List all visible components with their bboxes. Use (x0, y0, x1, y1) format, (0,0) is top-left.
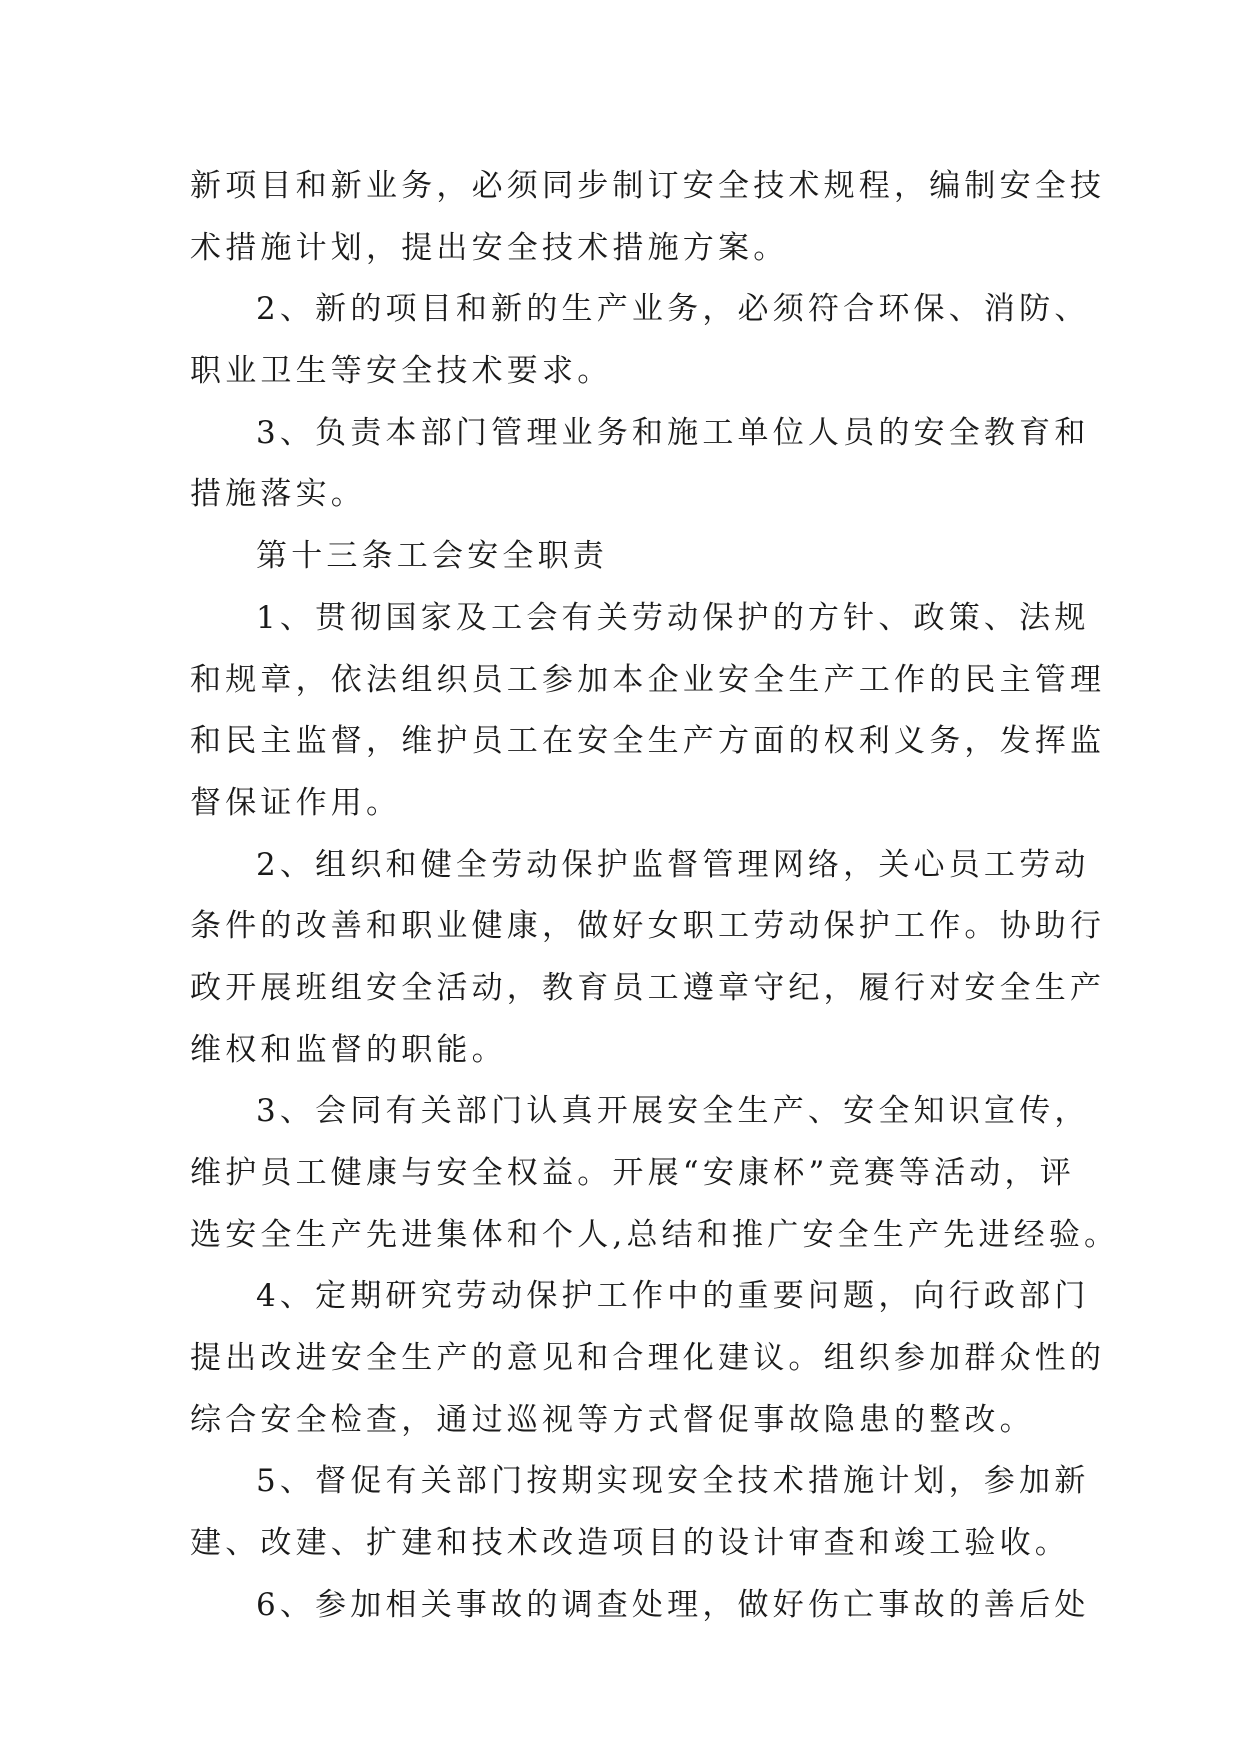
paragraph-first-line: 3、会同有关部门认真开展安全生产、安全知识宣传， (256, 1093, 1090, 1130)
paragraph-line: 提出改进安全生产的意见和合理化建议。组织参加群众性的 (190, 1340, 1106, 1377)
paragraph-line: 新项目和新业务，必须同步制订安全技术规程，编制安全技 (190, 168, 1106, 204)
paragraph-line: 维权和监督的职能。 (190, 1031, 507, 1068)
document-body (190, 156, 1120, 1637)
paragraph-first-line: 1、贯彻国家及工会有关劳动保护的方针、政策、法规 (256, 599, 1090, 636)
paragraph-line: 职业卫生等安全技术要求。 (190, 353, 613, 390)
paragraph-line: 和规章，依法组织员工参加本企业安全生产工作的民主管理 (190, 661, 1106, 698)
paragraph-line: 政开展班组安全活动，教育员工遵章守纪，履行对安全生产 (190, 969, 1106, 1006)
paragraph-first-line: 2、新的项目和新的生产业务，必须符合环保、消防、 (256, 291, 1090, 328)
paragraph-line: 督保证作用。 (190, 784, 402, 821)
paragraph-first-line: 4、定期研究劳动保护工作中的重要问题，向行政部门 (256, 1278, 1090, 1315)
paragraph-line: 术措施计划，提出安全技术措施方案。 (190, 229, 789, 266)
paragraph-line: 选安全生产先进集体和个人,总结和推广安全生产先进经验。 (190, 1216, 1120, 1253)
paragraph-line: 措施落实。 (190, 476, 366, 513)
paragraph-first-line: 6、参加相关事故的调查处理，做好伤亡事故的善后处 (256, 1586, 1090, 1623)
paragraph-line: 维护员工健康与安全权益。开展“安康杯”竞赛等活动，评 (190, 1155, 1075, 1191)
paragraph-first-line: 5、督促有关部门按期实现安全技术措施计划，参加新 (256, 1463, 1090, 1500)
paragraph-first-line: 第十三条工会安全职责 (256, 538, 608, 575)
paragraph-first-line: 2、组织和健全劳动保护监督管理网络，关心员工劳动 (256, 846, 1090, 883)
paragraph-line: 综合安全检查，通过巡视等方式督促事故隐患的整改。 (190, 1401, 1035, 1438)
paragraph-line: 和民主监督，维护员工在安全生产方面的权利义务，发挥监 (190, 723, 1106, 760)
paragraph-first-line: 3、负责本部门管理业务和施工单位人员的安全教育和 (256, 414, 1090, 451)
paragraph-line: 建、改建、扩建和技术改造项目的设计审查和竣工验收。 (190, 1525, 1070, 1562)
paragraph-line: 条件的改善和职业健康，做好女职工劳动保护工作。协助行 (190, 908, 1106, 945)
